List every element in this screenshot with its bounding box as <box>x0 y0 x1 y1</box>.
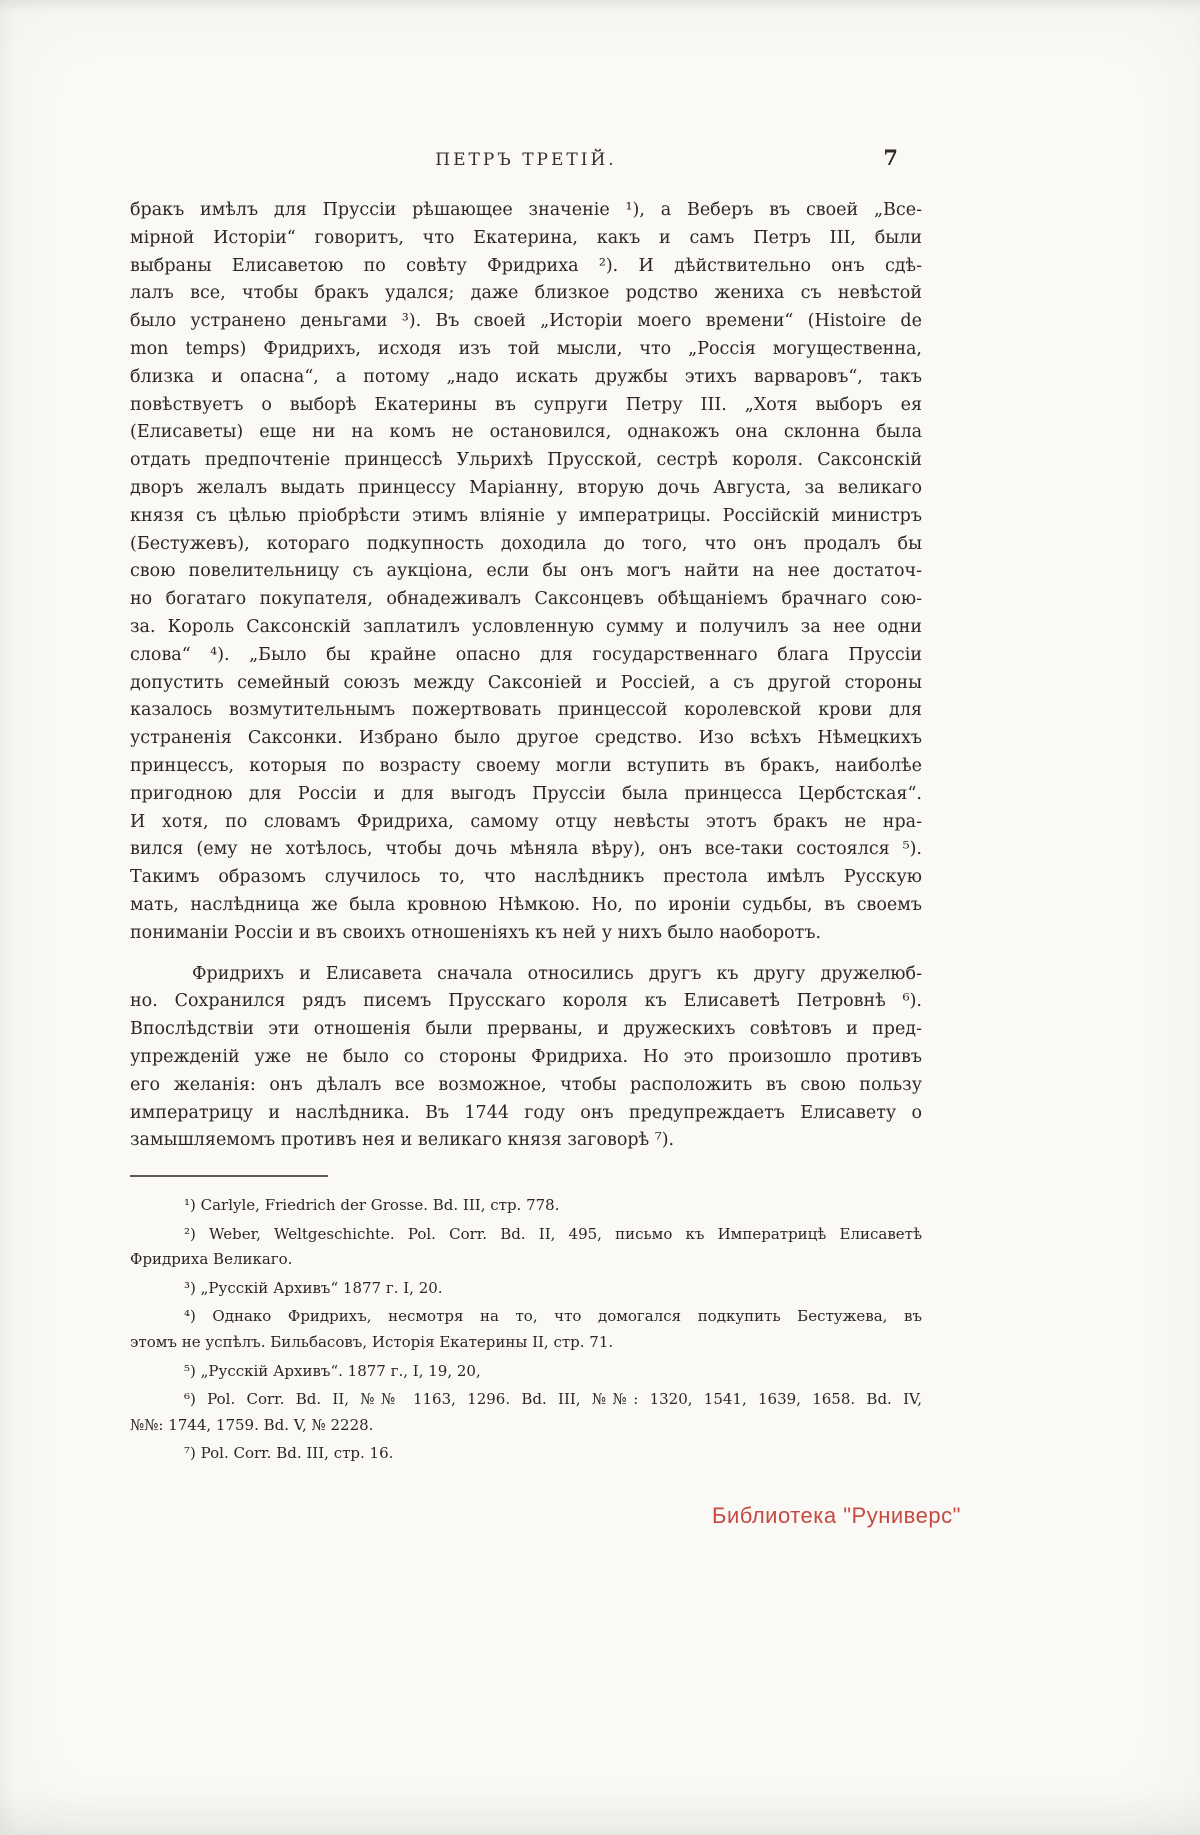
footnote-line: ⁴) Однако Фридрихъ, несмотря на то, что домогался подкупить Бестужева, въ <box>184 1307 922 1326</box>
text-line: слова“ ⁴). „Было бы крайне опасно для государственнаго блага Пруссіи <box>130 644 922 665</box>
text-line: повѣствуетъ о выборѣ Екатерины въ супруги Петру III. „Хотя выборъ ея <box>130 394 922 415</box>
page-title: ПЕТРЪ ТРЕТІЙ. <box>435 150 617 170</box>
footnote-line: ⁵) „Русскій Архивъ“. 1877 г., I, 19, 20, <box>184 1361 481 1380</box>
paragraph <box>130 961 922 1156</box>
footnote-line: ²) Weber, Weltgeschichte. Pol. Corr. Bd. II, 495, письмо къ Императрицѣ Елисаветѣ <box>184 1224 922 1243</box>
text-line: свою повелительницу съ аукціона, если бы онъ могъ найти на нее достаточ- <box>130 561 922 582</box>
footnote-line: ⁷) Pol. Corr. Bd. III, стр. 16. <box>184 1444 394 1463</box>
text-line: вился (ему не хотѣлось, чтобы дочь мѣняла вѣру), онъ все-таки состоялся ⁵). <box>130 839 922 860</box>
footnote-line: ⁶) Pol. Corr. Bd. II, №№ 1163, 1296. Bd. III, №№: 1320, 1541, 1639, 1658. Bd. IV, <box>184 1390 922 1409</box>
text-line: замышляемомъ противъ нея и великаго князя заговорѣ ⁷). <box>130 1130 675 1151</box>
footnote-line: Фридриха Великаго. <box>130 1250 293 1269</box>
footnote-line: ³) „Русскій Архивъ“ 1877 г. I, 20. <box>184 1278 443 1297</box>
text-line: отдать предпочтеніе принцессѣ Ульрихѣ Прусской, сестрѣ короля. Саксонскій <box>130 450 922 471</box>
text-line: Впослѣдствіи эти отношенія были прерваны, и дружескихъ совѣтовъ и пред- <box>130 1019 922 1040</box>
text-line: пригодною для Россіи и для выгодъ Пруссіи была принцесса Цербстская“. <box>130 783 922 804</box>
text-line: (Бестужевъ), котораго подкупность доходила до того, что онъ продалъ бы <box>130 533 922 554</box>
text-line: упрежденій уже не было со стороны Фридриха. Но это произошло противъ <box>130 1046 922 1067</box>
text-line: пониманіи Россіи и въ своихъ отношеніяхъ къ ней у нихъ было наоборотъ. <box>130 922 822 943</box>
text-line: казалось возмутительнымъ пожертвовать принцессой королевской крови для <box>130 700 922 721</box>
text-line: но богатаго покупателя, обнадеживалъ Саксонцевъ обѣщаніемъ брачнаго сою- <box>130 589 922 610</box>
text-line: принцессъ, которыя по возрасту своему могли вступить въ бракъ, наиболѣе <box>130 755 922 776</box>
paragraph <box>130 197 922 948</box>
footnote <box>130 1304 922 1355</box>
text-line: допустить семейный союзъ между Саксоніей и Россіей, а съ другой стороны <box>130 672 922 693</box>
footnote <box>130 1222 922 1273</box>
footnote <box>130 1193 922 1219</box>
footnote <box>130 1276 922 1302</box>
footnotes <box>130 1193 922 1467</box>
footnote <box>130 1359 922 1385</box>
text-line: устраненія Саксонки. Избрано было другое средство. Изо всѣхъ Нѣмецкихъ <box>130 728 922 749</box>
text-line: дворъ желалъ выдать принцессу Маріанну, вторую дочь Августа, за великаго <box>130 477 922 498</box>
footnote <box>130 1387 922 1438</box>
footnote-line: этомъ не успѣлъ. Бильбасовъ, Исторія Екатерины II, стр. 71. <box>130 1333 614 1352</box>
text-line: Фридрихъ и Елисавета сначала относились другъ къ другу дружелюб- <box>192 963 922 984</box>
text-line: Такимъ образомъ случилось то, что наслѣдникъ престола имѣлъ Русскую <box>130 867 922 888</box>
text-line: князя съ цѣлью пріобрѣсти этимъ вліяніе у императрицы. Россійскій министръ <box>130 505 922 526</box>
text-line: за. Король Саксонскій заплатилъ условленную сумму и получилъ за нее одни <box>130 616 922 637</box>
body-text <box>130 197 922 1155</box>
text-line: И хотя, по словамъ Фридриха, самому отцу невѣсты этотъ бракъ не нра- <box>130 811 922 832</box>
footnote-rule <box>130 1175 328 1177</box>
text-line: близка и опасна“, а потому „надо искать дружбы этихъ варваровъ“, такъ <box>130 366 922 387</box>
page-content <box>130 145 922 1470</box>
library-watermark: Библиотека "Руниверс" <box>712 1503 961 1528</box>
text-line: выбраны Елисаветою по совѣту Фридриха ²). И дѣйствительно онъ сдѣ- <box>130 255 922 276</box>
text-line: императрицу и наслѣдника. Въ 1744 году онъ предупреждаетъ Елисавету о <box>130 1102 922 1123</box>
footnote-line: ¹) Carlyle, Friedrich der Grosse. Bd. III, стр. 778. <box>184 1196 560 1215</box>
text-line: лалъ все, чтобы бракъ удался; даже близкое родство жениха съ невѣстой <box>130 283 922 304</box>
page-number: 7 <box>883 145 898 170</box>
text-line: мать, наслѣдница же была кровною Нѣмкою. Но, по ироніи судьбы, въ своемъ <box>130 894 922 915</box>
footnote <box>130 1441 922 1467</box>
text-line: mon temps) Фридрихъ, исходя изъ той мысли, что „Россія могущественна, <box>130 338 922 359</box>
text-line: (Елисаветы) еще ни на комъ не остановился, однакожъ она склонна была <box>130 422 922 443</box>
text-line: но. Сохранился рядъ писемъ Прусскаго короля къ Елисаветѣ Петровнѣ ⁶). <box>130 991 922 1012</box>
footnote-line: №№: 1744, 1759. Bd. V, № 2228. <box>130 1415 374 1434</box>
text-line: его желанія: онъ дѣлалъ все возможное, чтобы расположить въ свою пользу <box>130 1074 922 1095</box>
text-line: было устранено деньгами ³). Въ своей „Исторіи моего времени“ (Histoire de <box>130 311 922 332</box>
text-line: бракъ имѣлъ для Пруссіи рѣшающее значеніе ¹), а Веберъ въ своей „Все- <box>130 200 922 220</box>
page-header <box>130 145 922 188</box>
text-line: мірной Исторіи“ говоритъ, что Екатерина, какъ и самъ Петръ III, были <box>130 227 922 248</box>
